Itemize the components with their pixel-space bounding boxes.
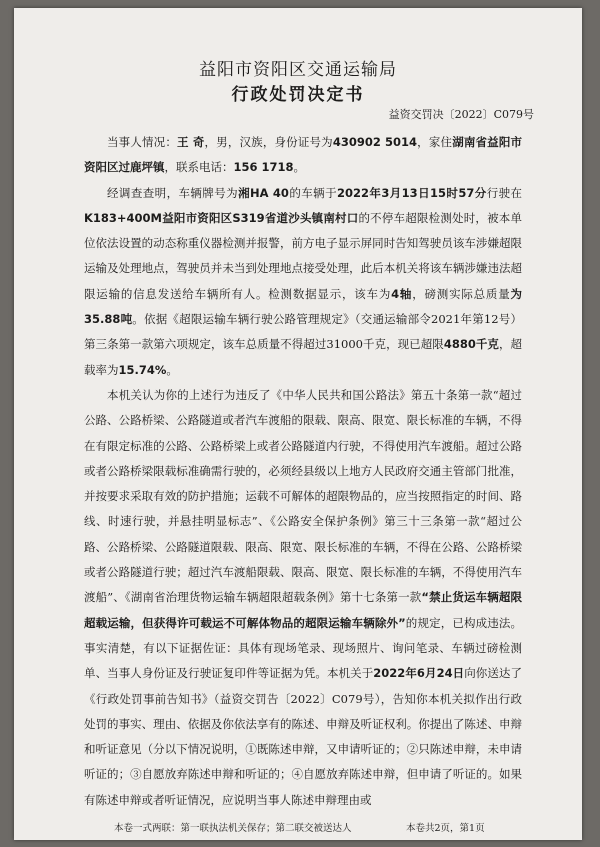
regulation-quote: “禁止货运车辆超限超载运输，但获得许可载运不可解体物品的超限运输车辆除外” [84, 590, 522, 630]
issuing-organization: 益阳市资阳区交通运输局 [199, 60, 397, 80]
notice-date: 2022年6月24日 [373, 666, 465, 681]
document-page [14, 8, 582, 840]
text: 。 [293, 160, 306, 175]
text: 当事人情况： [107, 135, 177, 149]
violation-location: K183+400M益阳市资阳区S319省道沙头镇南村口 [84, 210, 359, 225]
text: 经调查查明，车辆牌号为 [107, 185, 239, 200]
legal-basis-paragraph [84, 383, 522, 813]
text: 的车辆于 [288, 185, 338, 200]
party-info-paragraph [84, 130, 522, 181]
text: ，联系电话： [164, 160, 234, 175]
axle-count: 4轴 [391, 286, 413, 301]
text: 。 [166, 362, 178, 377]
footer-copies-note: 本卷一式两联：第一联执法机关保存；第二联交被送达人 [114, 823, 352, 834]
page-number: 本卷共2页，第1页 [406, 823, 485, 834]
text: 的不停车超限检测处时，被本单位依法设置的动态称重仪器检测并报警，前方电子显示屏同时告知驾驶员该车涉嫌超限运输及处理地点，驾驶员并未当到处理地点接受处理，此后本机关将该车辆涉嫌违法超限运输的信息发送给车辆所有人。检测数据显示，该车为 [84, 210, 522, 301]
overweight-amount: 4880千克 [443, 337, 499, 352]
facts-paragraph [84, 181, 522, 383]
text: 的规定，已构成违法。事实清楚，有以下证据佐证：具体有现场笔录、现场照片、询问笔录、车辆过磅检测单、当事人身份证及行驶证复印件等证据为凭。本机关于 [84, 615, 523, 681]
text: 本机关认为你的上述行为违反了《中华人民共和国公路法》第五十条第一款“超过公路、公路桥梁、公路隧道或者汽车渡船的限载、限高、限宽、限长标准的车辆，不得在有限定标准的公路、公路桥梁上或者公路隧道内行驶，不得使用汽车渡船。超过公路或者公路桥梁限载标准确需行驶的，必须经县级以上地方人民政府交通主管部门批准，并按要求采取有效的防护措施；运载不可解体的超限物品的，应当按照指定的时间、路线、时速行驶，并悬挂明显标志”、《公路安全保护条例》第三十三条第一款“超过公路、公路桥梁、公路隧道限载、限高、限宽、限长标准的车辆，不得在公路、公路桥梁或者公路隧道行驶；超过汽车渡船限载、限高、限宽、限长标准的车辆，不得使用汽车渡船”、《湖南省治理货物运输车辆超限超载条例》第十七条第一款 [84, 387, 522, 605]
text: 。依据《超限运输车辆行驶公路管理规定》（交通运输部令2021年第12号）第三条第一款第六项规定，该车总质量不得超过31000千克，现已超限 [84, 312, 522, 352]
document-title: 行政处罚决定书 [231, 85, 365, 105]
text: ，男，汉族，身份证号为 [204, 135, 333, 149]
overload-rate: 15.74% [118, 362, 167, 377]
text: ，磅测实际总质量 [412, 286, 511, 301]
text: 向你送达了《行政处罚事前告知书》（益资交罚告〔2022〕C079号），告知你本机关拟作出行政处罚的事实、理由、依据及你依法享有的陈述、申辩及听证权利。你提出了陈述、申辩和听证意见（分以下情况说明，①既陈述申辩，又申请听证的；②只陈述申辩，未申请听证的；③自愿放弃陈述申辩和听证的；④自愿放弃陈述申辩，但申请了听证的。如果有陈述申辩或者听证情况，应说明当事人陈述申辩理由或 [84, 666, 523, 807]
plate-number: 湘HA 40 [238, 185, 289, 200]
text: ，家住 [417, 135, 453, 149]
phone-number: 156 1718 [233, 160, 294, 175]
party-name: 王 奇 [177, 135, 205, 149]
violation-datetime: 2022年3月13日15时57分 [337, 185, 487, 200]
text: ，超载率为 [84, 337, 522, 377]
text: 行驶在 [486, 185, 523, 200]
measured-weight: 为35.88吨 [84, 286, 523, 327]
document-body [84, 130, 522, 813]
party-address: 湖南省益阳市资阳区过鹿坪镇 [84, 135, 523, 175]
id-number: 430902 5014 [332, 135, 418, 149]
document-number: 益资交罚决〔2022〕C079号 [388, 108, 534, 121]
